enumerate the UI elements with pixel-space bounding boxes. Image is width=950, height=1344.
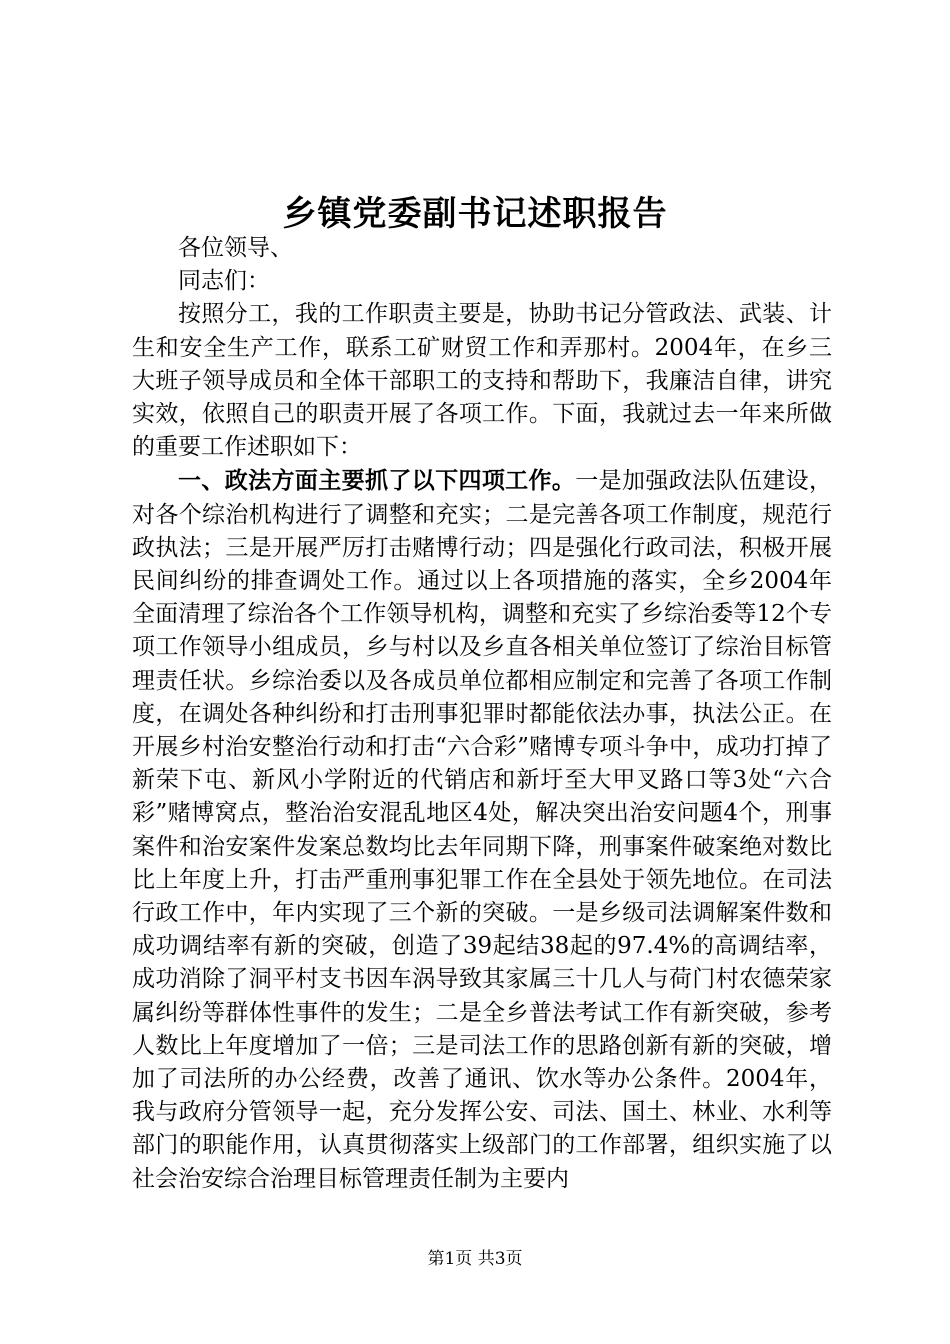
page-footer: 第1页 共3页: [427, 1249, 523, 1269]
section-1-body: 一是加强政法队伍建设，对各个综治机构进行了调整和充实；二是完善各项工作制度，规范行政执法；三是开展严厉打击赌博行动；四是强化行政司法，积极开展民间纠纷的排查调处工作。通过以上各项措施的落实，全乡2004年全面清理了综治各个工作领导机构，调整和充实了乡综治委等12个专项工作领导小组成员，乡与村以及乡直各相关单位签订了综治目标管理责任状。乡综治委以及各成员单位都相应制定和完善了各项工作制度，在调处各种纠纷和打击刑事犯罪时都能依法办事，执法公正。在开展乡村治安整治行动和打击“六合彩”赌博专项斗争中，成功打掉了新荣下屯、新风小学附近的代销店和新圩至大甲叉路口等3处“六合彩”赌博窝点，整治治安混乱地区4处，解决突出治安问题4个，刑事案件和治安案件发案总数均比去年同期下降，刑事案件破案绝对数比比上年度上升，打击严重刑事犯罪工作在全县处于领先地位。在司法行政工作中，年内实现了三个新的突破。一是乡级司法调解案件数和成功调结率有新的突破，创造了39起结38起的97.4%的高调结率，成功消除了洞平村支书因车涡导致其家属三十几人与荷门村农德荣家属纠纷等群体性事件的发生；二是全乡普法考试工作有新突破，参考人数比上年度增加了一倍；三是司法工作的思路创新有新的突破，增加了司法所的办公经费，改善了通讯、饮水等办公条件。2004年，我与政府分管领导一起，充分发挥公安、司法、国土、林业、水利等部门的职能作用，认真贯彻落实上级部门的工作部署，组织实施了以社会治安综合治理目标管理责任制为主要内: [132, 468, 833, 1192]
section-1-paragraph: [132, 464, 832, 1195]
section-1-heading: 一、政法方面主要抓了以下四项工作。: [178, 467, 576, 495]
salutation-comrades: 同志们：: [178, 268, 270, 295]
salutation-leaders: 各位领导、: [178, 235, 293, 261]
intro-paragraph: 按照分工，我的工作职责主要是，协助书记分管政法、武装、计生和安全生产工作，联系工矿财贸工作和弄那村。2004年，在乡三大班子领导成员和全体干部职工的支持和帮助下，我廉洁自律，讲究实效，依照自己的职责开展了各项工作。下面，我就过去一年来所做的重要工作述职如下：: [132, 301, 832, 461]
document-title: 乡镇党委副书记述职报告: [282, 194, 668, 234]
document-body: [132, 232, 832, 1196]
